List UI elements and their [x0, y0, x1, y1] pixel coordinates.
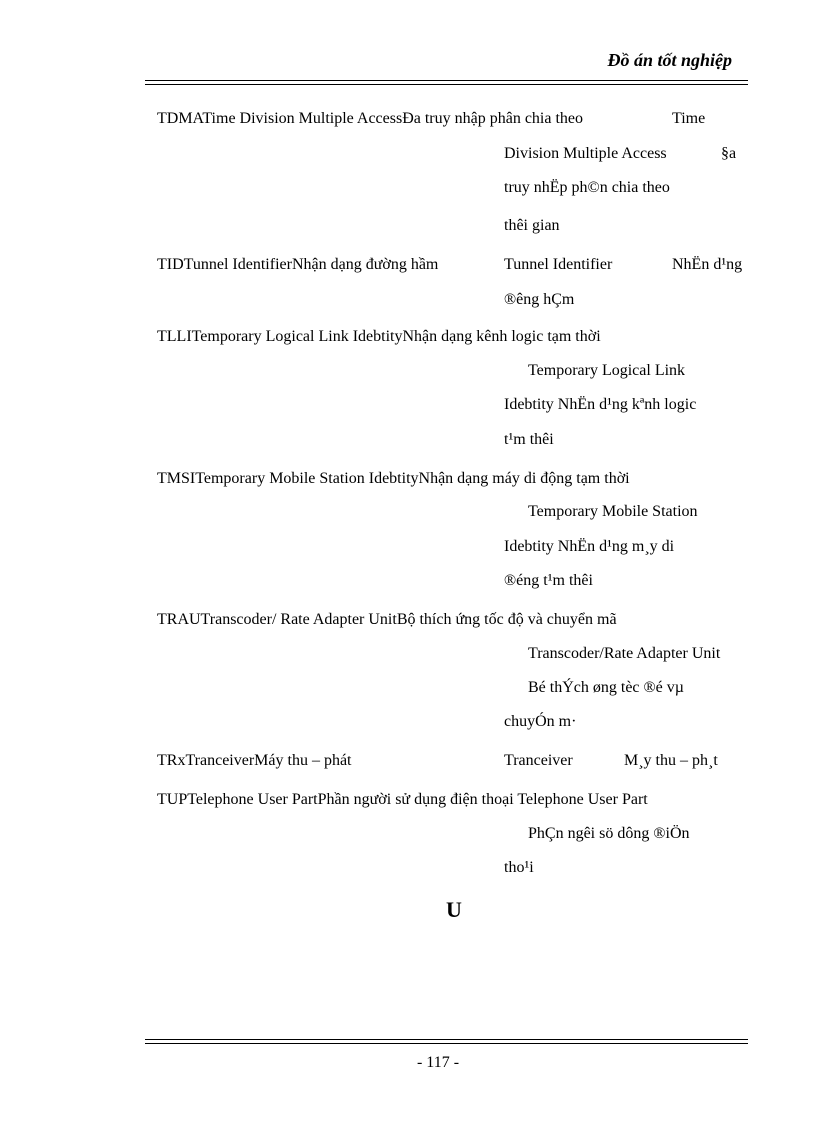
entry-text: Tunnel Identifier: [504, 256, 613, 273]
entry-text: Division Multiple Access: [504, 145, 667, 162]
entry-text: TRxTranceiverMáy thu – phát: [157, 752, 352, 769]
entry-text: Tranceiver: [504, 752, 573, 769]
footer-rule-bottom: [145, 1043, 748, 1044]
entry-text: Bé thÝch øng tèc ®é vµ: [528, 679, 684, 696]
entry-text: TMSITemporary Mobile Station IdebtityNhận dạng máy di động tạm thời: [157, 470, 630, 487]
entry-text: NhËn d¹ng: [672, 256, 743, 273]
entry-text: ®éng t¹m thêi: [504, 572, 593, 589]
entry-text: §a: [721, 145, 737, 162]
entry-text: Idebtity NhËn d¹ng kªnh logic: [504, 396, 697, 413]
header-rule-bottom: [145, 84, 748, 85]
entry-text: Time: [672, 110, 706, 127]
section-letter: U: [446, 897, 462, 922]
entry-text: TDMATime Division Multiple AccessĐa truy nhập phân chia theo: [157, 110, 584, 127]
entry-text: Temporary Logical Link: [528, 362, 686, 379]
entry-text: Transcoder/Rate Adapter Unit: [528, 645, 721, 662]
entry-text: Idebtity NhËn d¹ng m¸y di: [504, 538, 675, 555]
entry-text: TRAUTranscoder/ Rate Adapter UnitBộ thích ứng tốc độ và chuyển mã: [157, 611, 617, 628]
entry-text: thêi gian: [504, 217, 560, 234]
page-number: - 117 -: [416, 1054, 460, 1071]
entry-text: Temporary Mobile Station: [528, 503, 698, 520]
footer-rule-top: [145, 1039, 748, 1040]
entry-text: chuyÓn m·: [504, 713, 577, 730]
entry-text: TLLITemporary Logical Link IdebtityNhận dạng kênh logic tạm thời: [157, 328, 601, 345]
entry-text: truy nhËp ph©n chia theo: [504, 179, 670, 196]
entry-text: M¸y thu – ph¸t: [624, 752, 718, 769]
entry-text: t¹m thêi: [504, 431, 554, 448]
header-title: Đồ án tốt nghiệp: [607, 50, 732, 70]
entry-text: ®êng hÇm: [504, 291, 575, 308]
entry-text: PhÇn ngêi sö dông ®iÖn: [528, 825, 690, 842]
entry-text: TIDTunnel IdentifierNhận dạng đường hầm: [157, 256, 439, 273]
entry-text: tho¹i: [504, 859, 534, 876]
entry-text: TUPTelephone User PartPhần người sử dụng điện thoại Telephone User Part: [157, 791, 648, 808]
header-rule-top: [145, 80, 748, 81]
